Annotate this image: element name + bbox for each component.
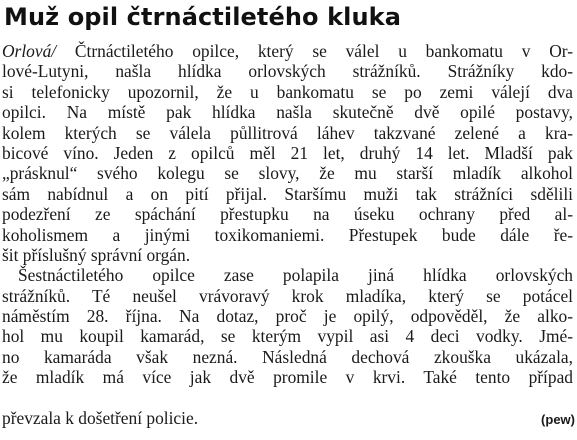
article-body (2, 41, 573, 388)
article-line: koholismem a jinými toxikomaniemi. Přestupek bude dále ře- (2, 224, 573, 245)
article-line (2, 41, 573, 61)
article-line: šit příslušný správní orgán. (2, 244, 191, 265)
article-line: lové-Lutyni, našla hlídka orlovských strážníků. Strážníky kdo- (2, 61, 573, 82)
article-line: sám nabídnul a on pití přijal. Staršímu muži tak strážníci sdělili (2, 183, 573, 204)
article-line: strážníků. Té neušel vrávoravý krok mladíka, který se potácel (2, 285, 573, 306)
article-line: bicové víno. Jeden z opilců měl 21 let, druhý 14 let. Mladší pak (2, 142, 573, 163)
article-final-line: převzala k došetření policie. (2, 408, 199, 428)
article-line: si telefonicky upozornil, že u bankomatu se po zemi válejí dva (2, 81, 573, 102)
article-line-text: Čtrnáctiletého opilce, který se válel u bankomatu v Or- (74, 41, 573, 61)
article-line: hol mu koupil kamarád, se kterým vypil asi 4 deci vodky. Jmé- (2, 326, 573, 347)
article-line: Šestnáctiletého opilce zase polapila jiná hlídka orlovských (18, 265, 573, 286)
article-line: že mladík má více jak dvě promile v krvi. Také tento případ (2, 367, 573, 388)
dateline: Orlová/ (2, 41, 57, 61)
article-line: „prásknul“ svého kolegu se slovy, že mu starší mladík alkohol (2, 163, 573, 184)
article-line: podezření ze spáchání přestupku na úseku ochrany před al- (2, 204, 573, 225)
article-headline: Muž opil čtrnáctiletého kluka (4, 3, 402, 31)
author-byline: (pew) (541, 412, 575, 427)
article-line: kolem kterých se válela půllitrová láhev takzvané zelené a kra- (2, 122, 573, 143)
article-line: opilci. Na místě pak hlídka našla skutečně dvě opilé postavy, (2, 102, 573, 123)
article-line: no kamaráda však nezná. Následná dechová zkouška ukázala, (2, 346, 573, 367)
article-line: náměstím 28. října. Na dotaz, proč je opilý, odpověděl, že alko- (2, 306, 573, 327)
